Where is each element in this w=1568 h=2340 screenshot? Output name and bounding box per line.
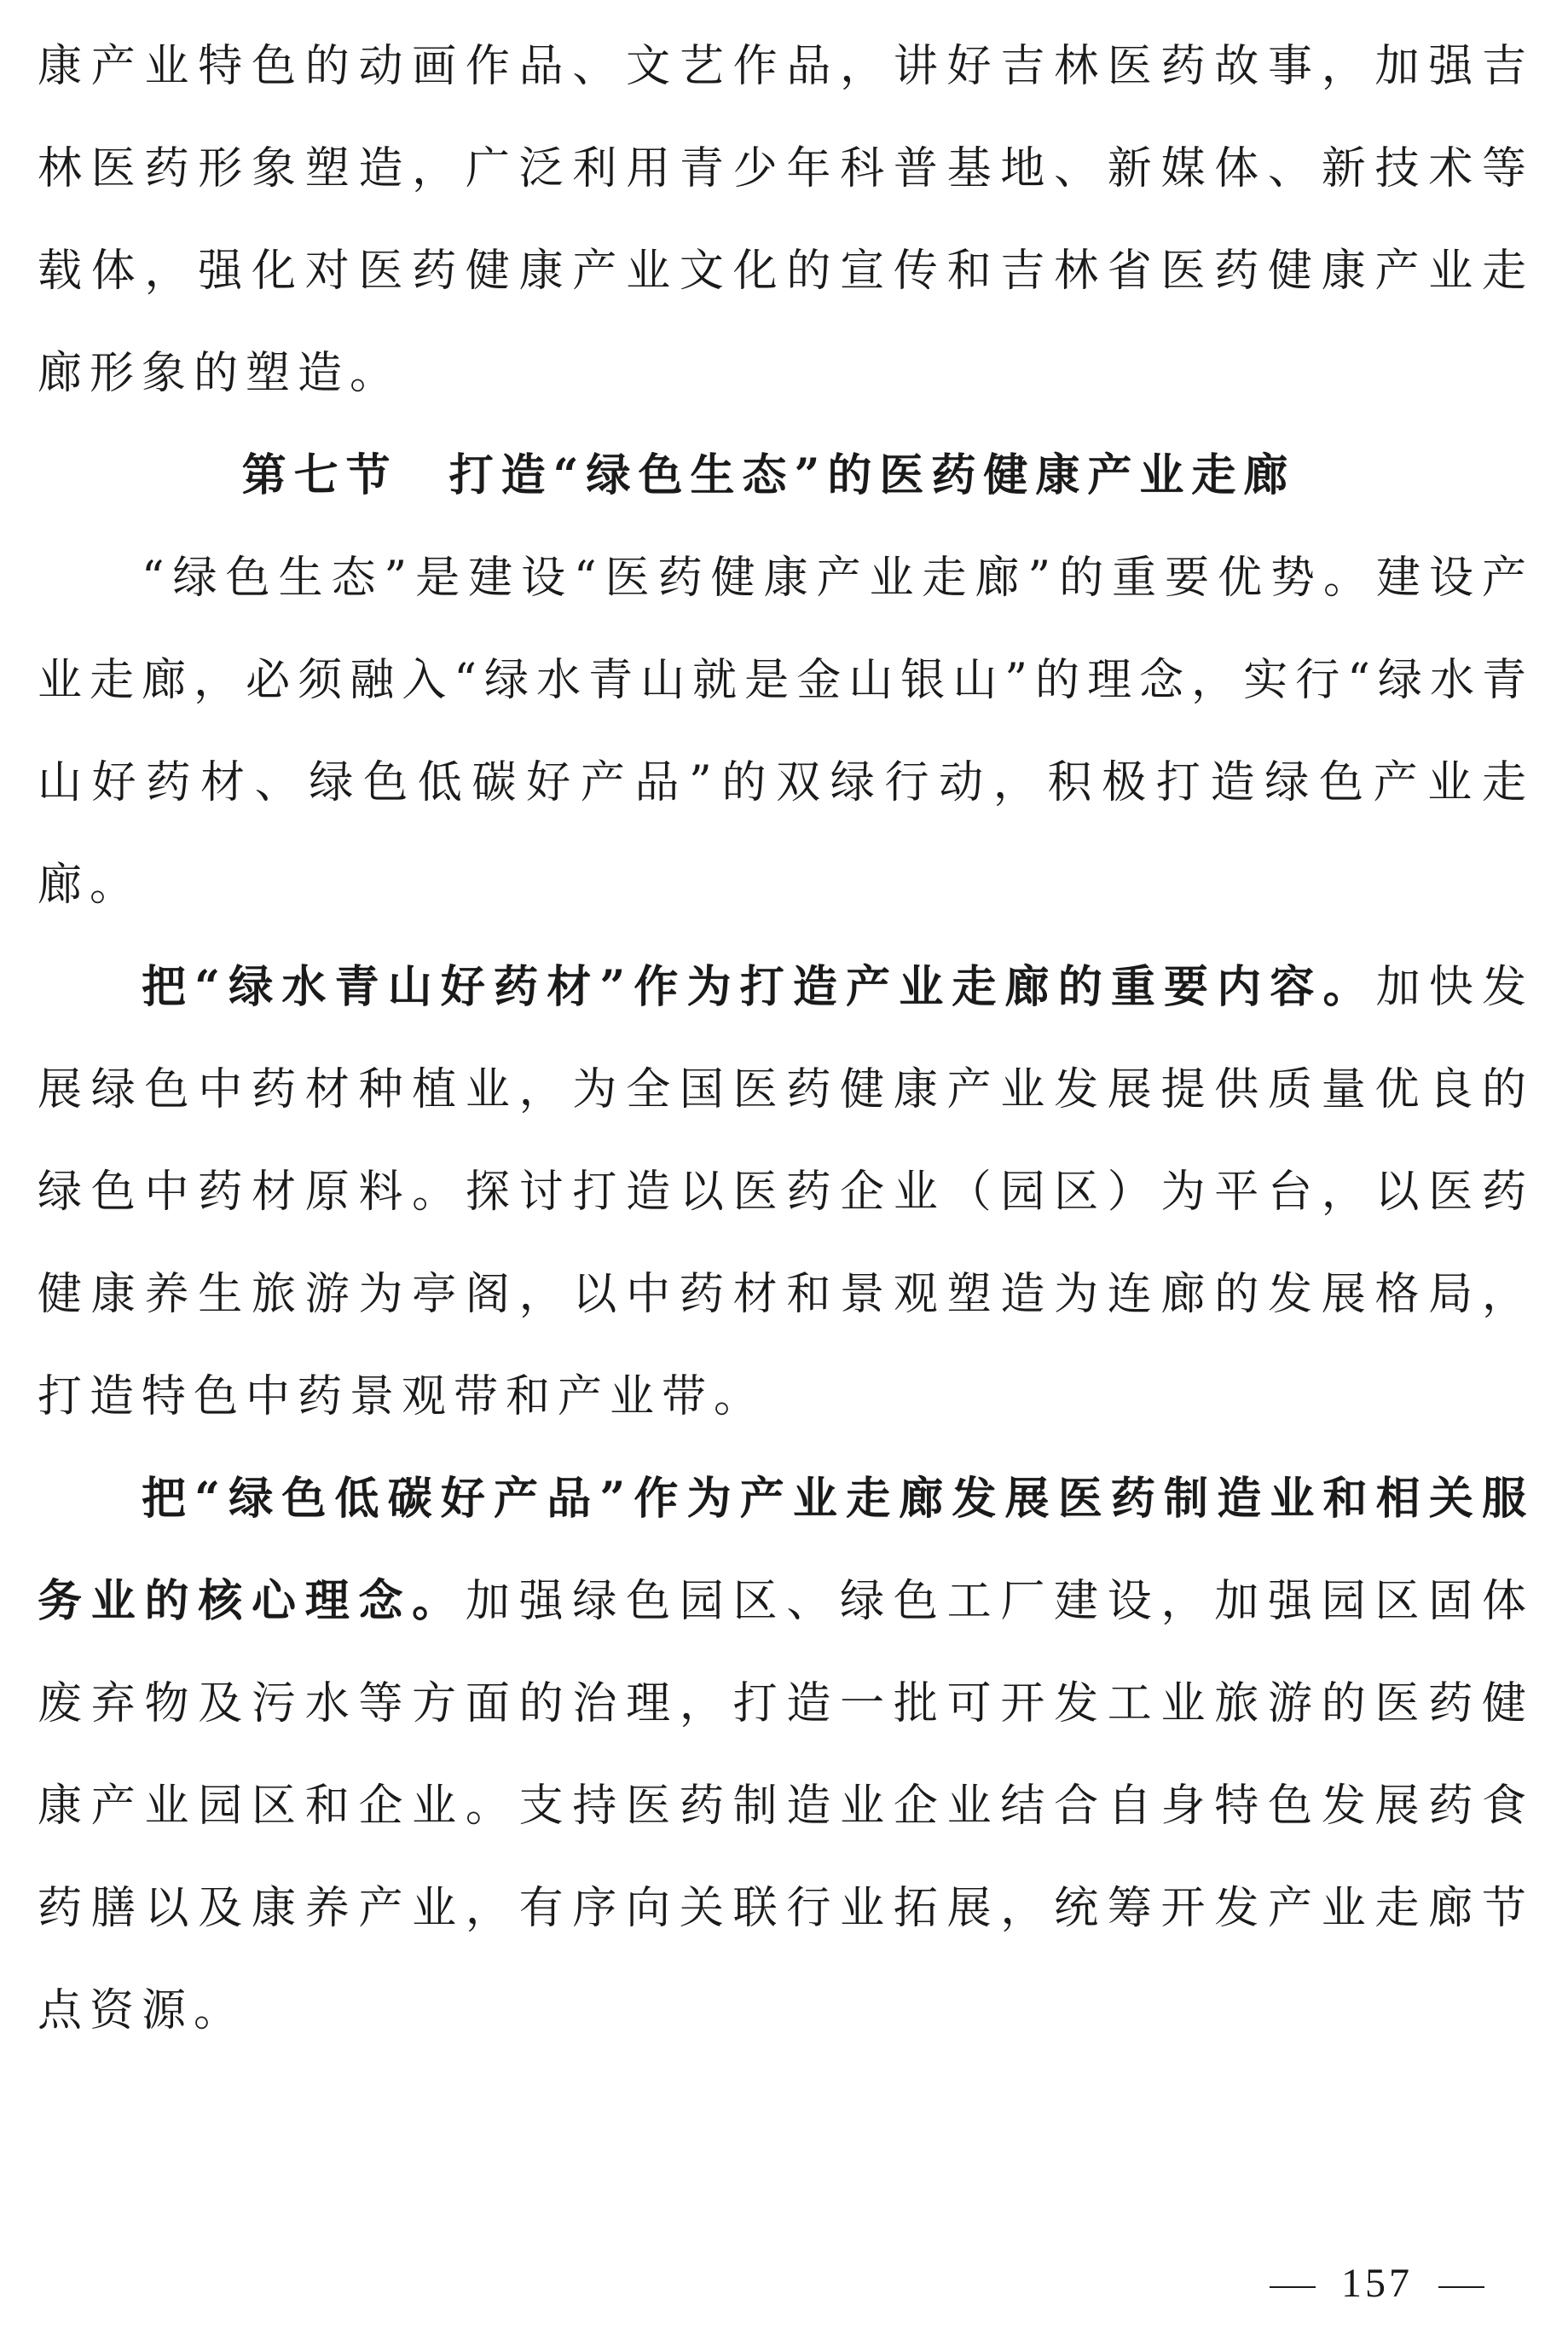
- paragraph-low-carbon: [38, 1448, 1534, 2062]
- section-number: 第七节: [241, 449, 398, 501]
- footer-dash-left: [1270, 2286, 1316, 2288]
- document-page: [38, 15, 1534, 2062]
- paragraph-continued: 康产业特色的动画作品、文艺作品，讲好吉林医药故事，加强吉林医药形象塑造，广泛利用青少年科普基地、新媒体、新技术等载体，强化对医药健康产业文化的宣传和吉林省医药健康产业走廊形象的塑造。: [38, 41, 1534, 399]
- paragraph-intro: “绿色生态”是建设“医药健康产业走廊”的重要优势。建设产业走廊，必须融入“绿水青山就是金山银山”的理念，实行“绿水青山好药材、绿色低碳好产品”的双绿行动，积极打造绿色产业走廊。: [38, 553, 1534, 911]
- page-footer: [1244, 2260, 1510, 2307]
- paragraph-green-herbs: [38, 936, 1534, 1448]
- paragraph-lead-bold: 把“绿水青山好药材”作为打造产业走廊的重要内容。: [142, 961, 1376, 1013]
- footer-dash-right: [1438, 2286, 1484, 2288]
- paragraph-lead-bold: 把“绿色低碳好产品”作为产业走廊发展医药制造业和相关服务业的核心理念。: [38, 1473, 1534, 1627]
- section-title: 打造“绿色生态”的医药健康产业走廊: [448, 449, 1296, 501]
- paragraph-body: 加强绿色园区、绿色工厂建设，加强园区固体废弃物及污水等方面的治理，打造一批可开发工业旅游的医药健康产业园区和企业。支持医药制造业企业结合自身特色发展药食药膳以及康养产业，有序向关联行业拓展，统筹开发产业走廊节点资源。: [38, 1576, 1534, 2036]
- paragraph-body: 加快发展绿色中药材种植业，为全国医药健康产业发展提供质量优良的绿色中药材原料。探讨打造以医药企业（园区）为平台，以医药健康养生旅游为亭阁，以中药材和景观塑造为连廊的发展格局，打造特色中药景观带和产业带。: [38, 962, 1534, 1422]
- page-number: 157: [1341, 2261, 1413, 2306]
- section-heading: [38, 425, 1534, 527]
